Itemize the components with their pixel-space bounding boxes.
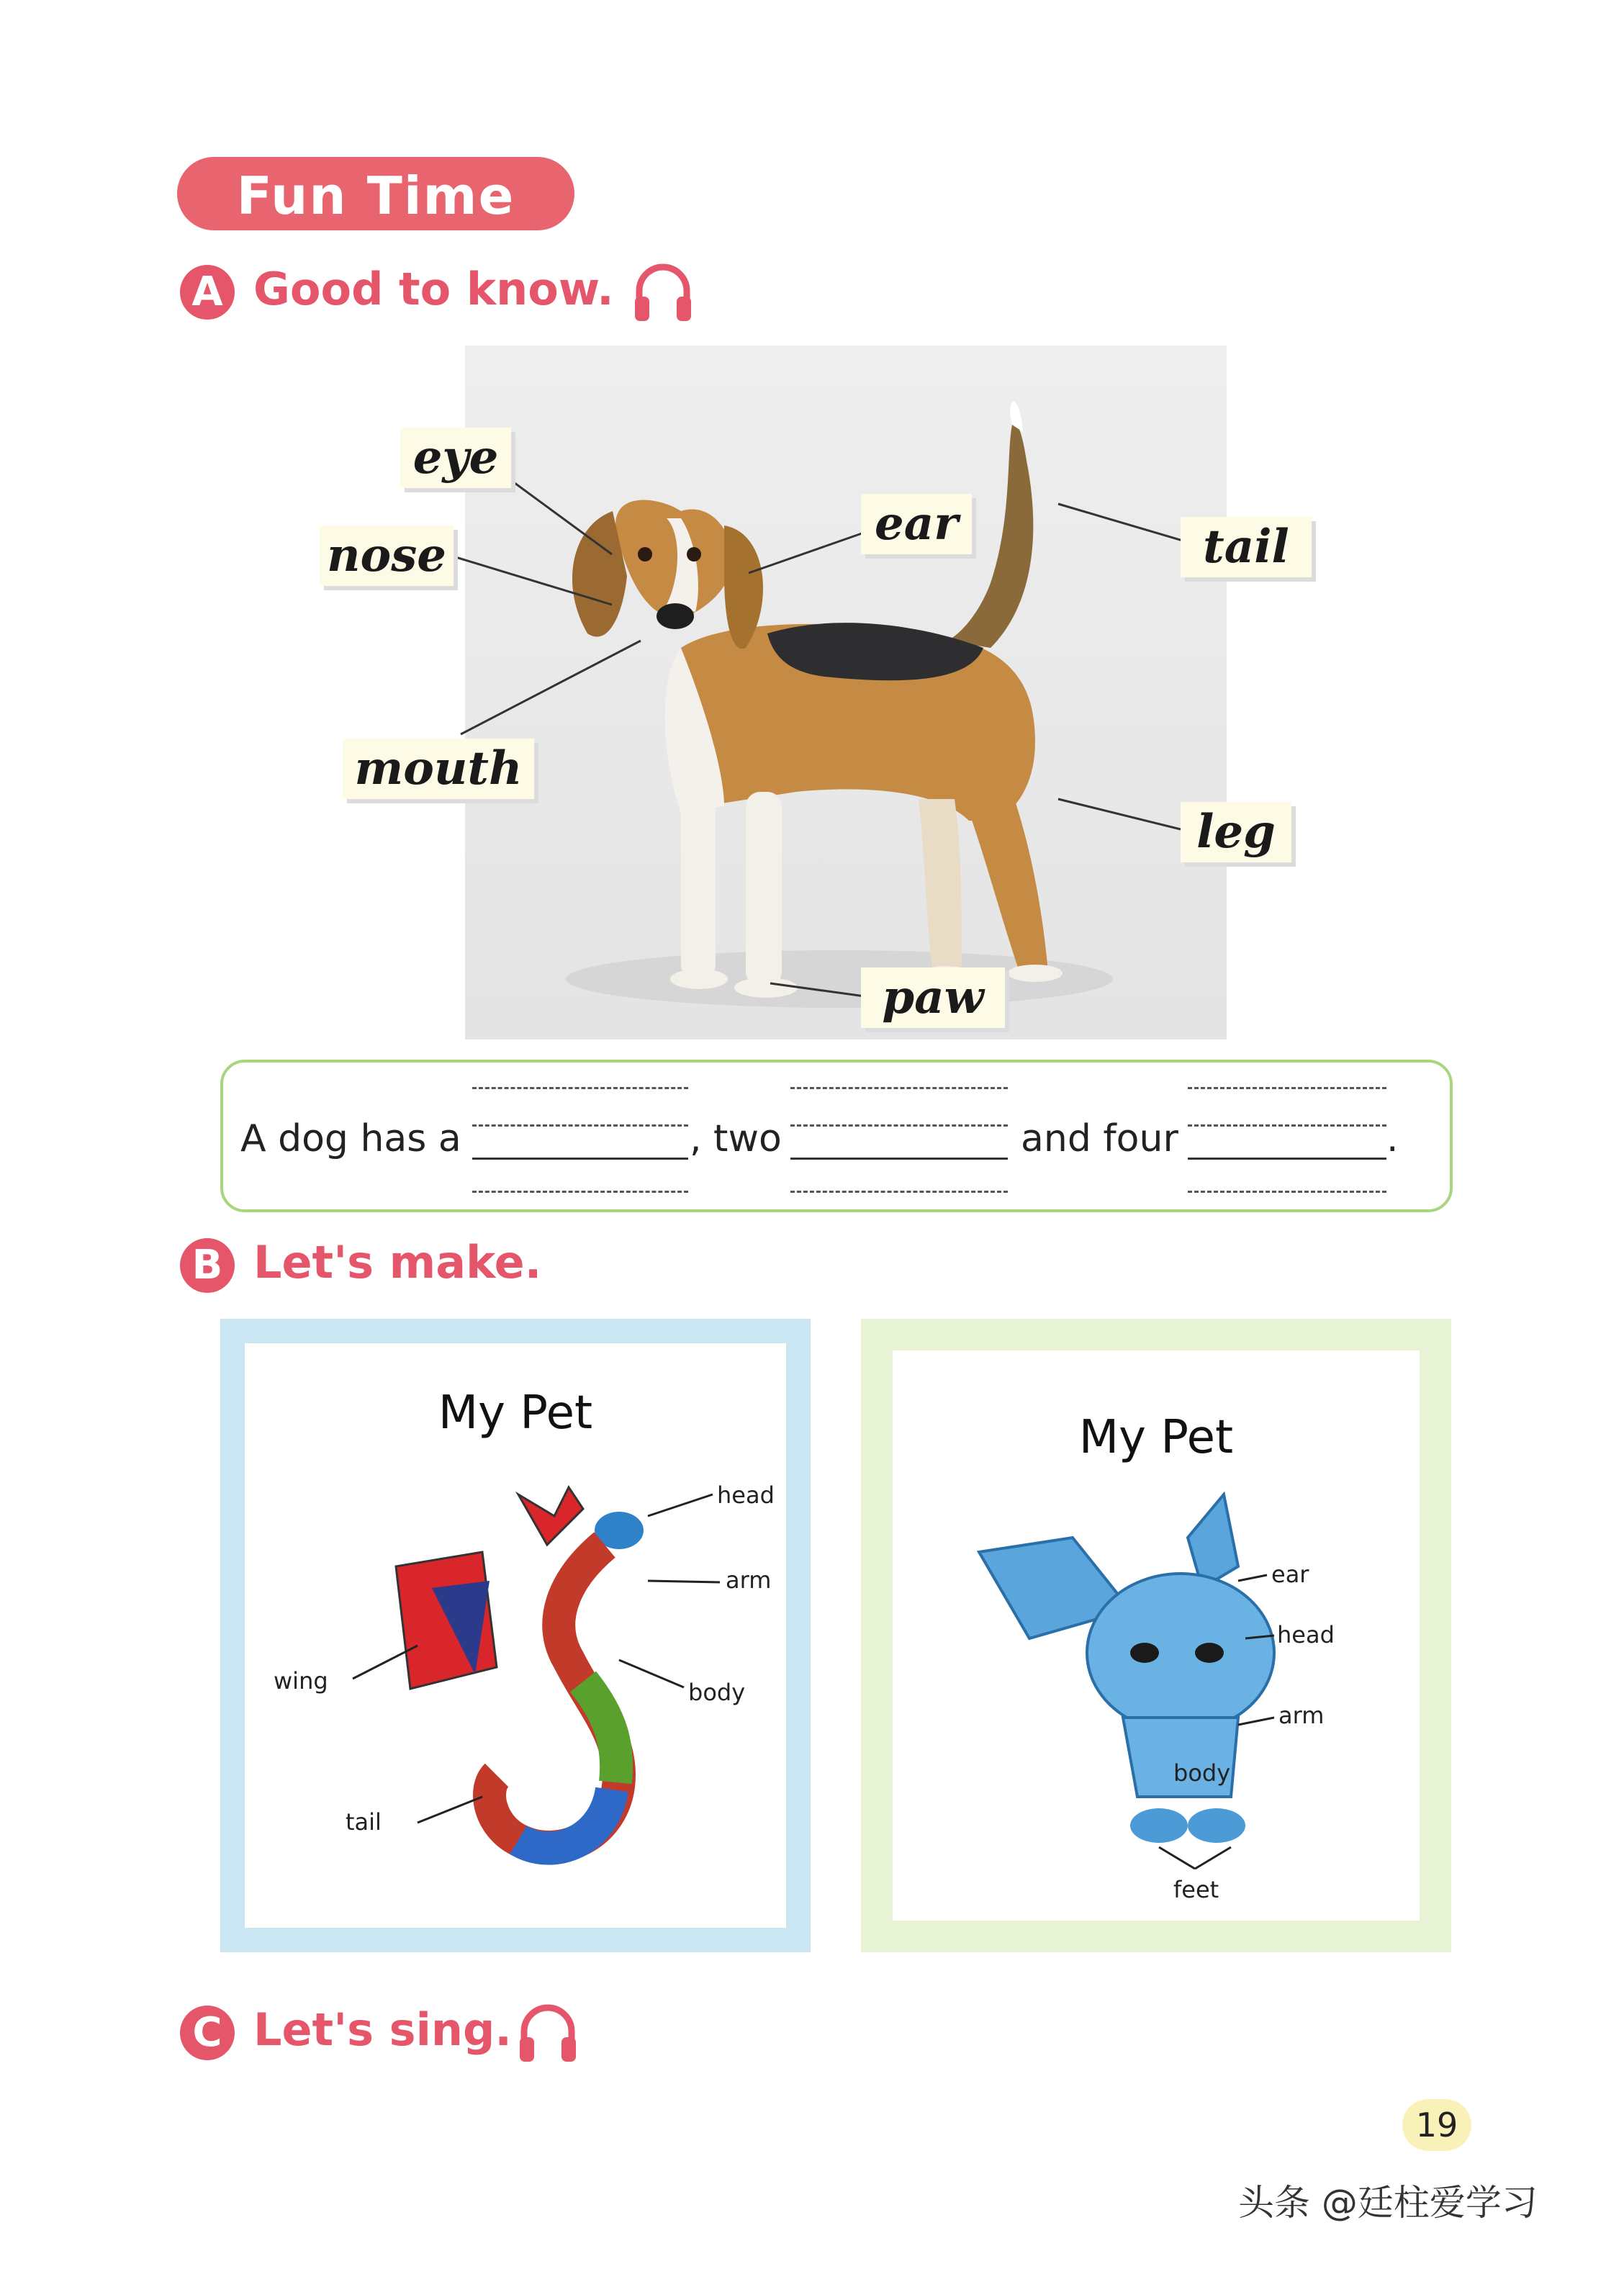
blank-1-writing-line[interactable]	[472, 1158, 688, 1160]
pet-1-title: My Pet	[438, 1386, 593, 1440]
section-c-title: Let's sing.	[253, 2003, 512, 2056]
pet-1-label-head: head	[717, 1481, 775, 1509]
section-c-badge: C	[180, 2006, 235, 2060]
section-b-title: Let's make.	[253, 1236, 542, 1289]
page-number: 19	[1402, 2099, 1471, 2151]
pet-2-label-feet: feet	[1173, 1876, 1219, 1903]
label-eye: eye	[400, 428, 511, 488]
sentence-part-1: A dog has a	[240, 1117, 461, 1160]
source-credit: 头条 @廷柱爱学习	[1238, 2182, 1538, 2224]
my-pet-card-dragon	[220, 1319, 811, 1952]
pet-1-label-arm: arm	[726, 1566, 772, 1594]
fun-time-title: Fun Time	[236, 166, 515, 226]
sentence-part-3: and four	[1021, 1117, 1178, 1160]
pet-2-label-head: head	[1277, 1621, 1335, 1648]
blank-3-top-guide	[1188, 1087, 1386, 1089]
blank-2-bottom-guide	[790, 1191, 1008, 1193]
section-a-badge: A	[180, 265, 235, 320]
blue-creature-drawing	[893, 1350, 1420, 1921]
dragon-drawing	[245, 1343, 786, 1928]
pet-1-label-wing: wing	[274, 1667, 328, 1695]
sentence-end: .	[1386, 1117, 1399, 1160]
pet-2-label-arm: arm	[1278, 1702, 1325, 1729]
label-paw: paw	[861, 967, 1005, 1028]
blank-1-top-guide	[472, 1087, 688, 1089]
label-ear: ear	[861, 494, 972, 554]
blank-3-writing-line[interactable]	[1188, 1158, 1386, 1160]
section-b-badge: B	[180, 1238, 235, 1293]
blank-3-bottom-guide	[1188, 1191, 1386, 1193]
section-a-title: Good to know.	[253, 263, 614, 315]
pet-2-label-body: body	[1173, 1759, 1231, 1787]
blank-1-mid-guide	[472, 1124, 688, 1127]
blank-2-writing-line[interactable]	[790, 1158, 1008, 1160]
blank-1-bottom-guide	[472, 1191, 688, 1193]
sentence-part-2: , two	[690, 1117, 782, 1160]
pet-1-label-body: body	[688, 1679, 746, 1706]
pet-2-label-ear: ear	[1271, 1561, 1309, 1588]
label-tail: tail	[1181, 517, 1312, 577]
blank-2-mid-guide	[790, 1124, 1008, 1127]
label-mouth: mouth	[343, 739, 534, 799]
blank-2-top-guide	[790, 1087, 1008, 1089]
blank-3-mid-guide	[1188, 1124, 1386, 1127]
label-leg: leg	[1181, 802, 1291, 862]
headphones-icon[interactable]	[515, 2001, 580, 2066]
pet-2-title: My Pet	[1078, 1411, 1234, 1464]
label-nose: nose	[320, 525, 454, 586]
pet-1-label-tail: tail	[346, 1808, 382, 1836]
my-pet-card-creature	[861, 1319, 1451, 1952]
